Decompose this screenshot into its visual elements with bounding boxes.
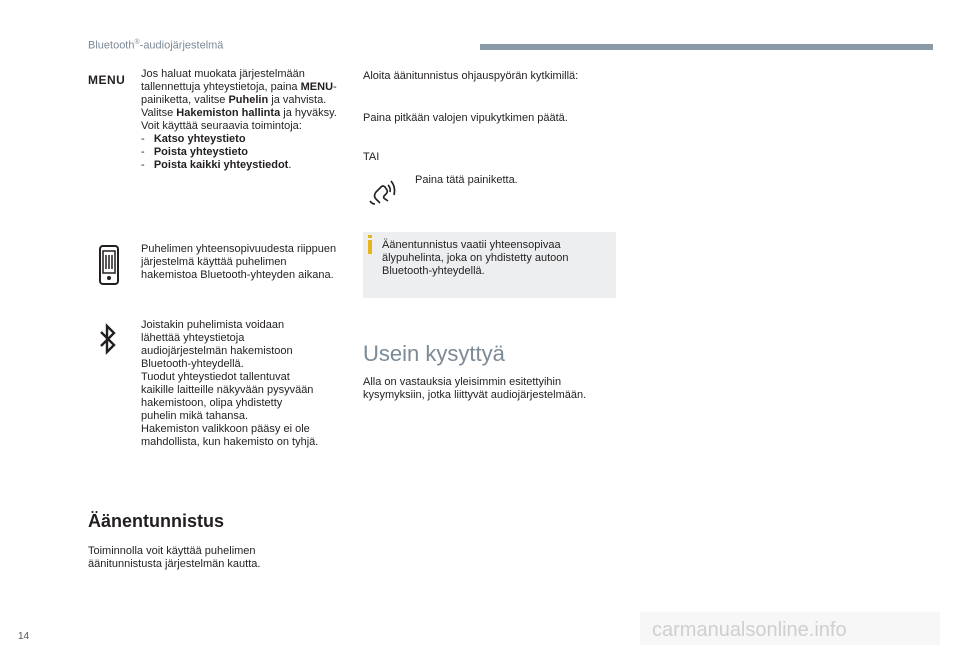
phone-compatibility-note: Puhelimen yhteensopivuudesta riippuen järjestelmä käyttää puhelimen hakemistoa Bluetooth-yhteyden aikana. <box>141 243 337 281</box>
option-item: - Katso yhteystieto <box>141 133 246 145</box>
or-label: TAI <box>363 151 380 163</box>
option-item: - Poista kaikki yhteystiedot. <box>141 159 292 171</box>
faq-intro: Alla on vastauksia yleisimmin esitettyihin kysymyksiin, jotka liittyvät audiojärjestelmään. <box>363 376 587 401</box>
menu-text-icon: MENU <box>88 73 126 87</box>
info-text: Äänentunnistus vaatii yhteensopivaa älypuhelinta, joka on yhdistetty autoon Bluetooth-yhteydellä. <box>382 239 569 277</box>
bluetooth-contacts-note: Joistakin puhelimista voidaan lähettää yhteystietoja audiojärjestelmän hakemistoon Bluetooth-yhteydellä. Tuodut yhteystiedot tallentuvat kaikille laitteille näkyvään pysyvään hakemistoon, olipa yhdistetty puhelin mikä tahansa. Hakemiston valikkoon pääsy ei ole mahdollista, kun hakemisto on tyhjä. <box>141 319 319 448</box>
voice-command-icon <box>366 177 400 207</box>
page-number: 14 <box>18 631 30 642</box>
info-icon-bar <box>368 240 372 254</box>
phone-icon <box>98 245 120 285</box>
info-icon <box>368 235 372 238</box>
voice-intro: Toiminnolla voit käyttää puhelimen äänitunnistusta järjestelmän kautta. <box>88 545 261 570</box>
option-item: - Poista yhteystieto <box>141 146 248 158</box>
voice-press-stalk: Paina pitkään valojen vipukytkimen päätä. <box>363 112 568 124</box>
menu-instructions: Jos haluat muokata järjestelmään tallennettuja yhteystietoja, paina MENU-painiketta, valitse Puhelin ja vahvista. Valitse Hakemiston hallinta ja hyväksy. Voit käyttää seuraavia toimintoja: - Katso yhteystieto - Poista yhteystieto - Poista kaikki yhteystiedot. <box>141 68 337 171</box>
watermark: carmanualsonline.info <box>652 619 847 641</box>
voice-start-text: Aloita äänitunnistus ohjauspyörän kytkimillä: <box>363 70 579 82</box>
voice-button-text: Paina tätä painiketta. <box>415 174 518 186</box>
section-title-voice: Äänentunnistus <box>88 511 225 531</box>
section-title-faq: Usein kysyttyä <box>363 341 505 366</box>
page-header-title: Bluetooth®-audiojärjestelmä <box>88 39 224 52</box>
header-rule <box>480 44 933 50</box>
bluetooth-icon <box>98 323 118 355</box>
